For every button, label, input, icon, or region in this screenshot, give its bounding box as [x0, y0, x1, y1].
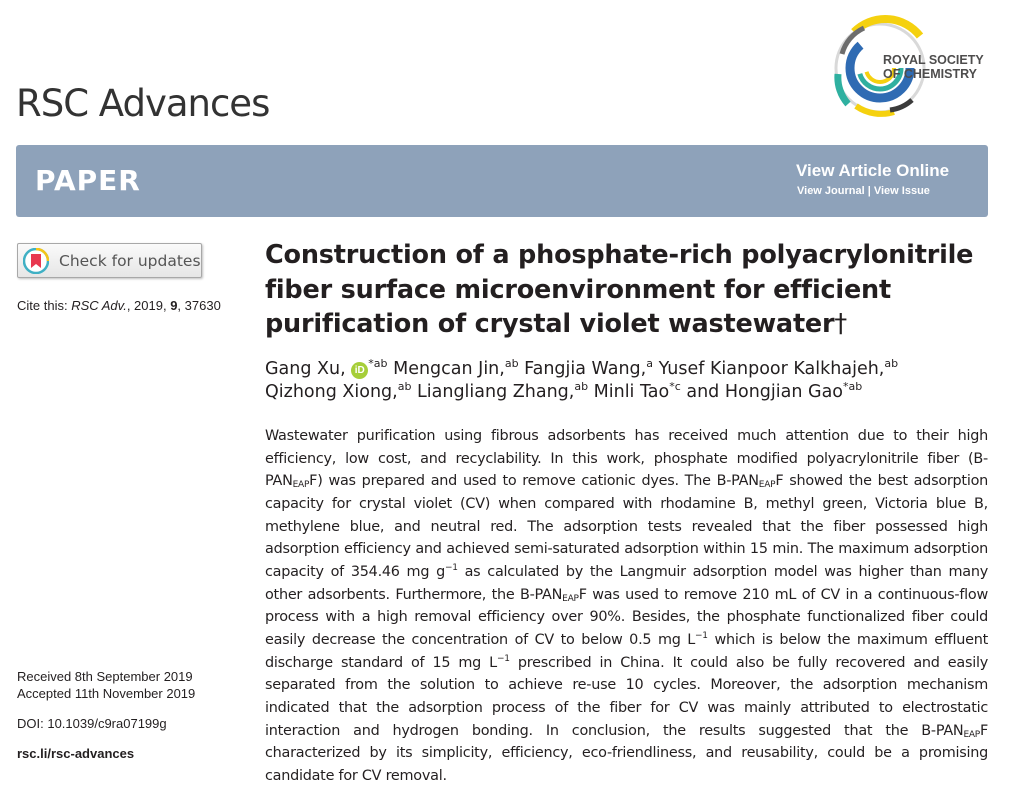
author-affiliation: *c [669, 380, 681, 393]
author-name: Minli Tao [593, 382, 670, 402]
abstract [265, 425, 988, 788]
article-title [265, 238, 1000, 342]
received-date: Received 8th September 2019 [17, 669, 193, 684]
abstract-text: characterized by its simplicity, efficiency, eco-friendliness, and reusability, could be a promising candidate for CV removal. [265, 745, 988, 784]
view-article-online-link[interactable]: View Article Online [796, 161, 950, 180]
author-affiliation: ab [574, 380, 589, 393]
article-title-text: Construction of a phosphate-rich polyacrylonitrile fiber surface microenvironment for efficient purification of crystal violet wastewater [265, 240, 974, 339]
exponent: −1 [496, 653, 510, 664]
abstract-text: ) was prepared and used to remove cationic dyes. The [317, 473, 717, 490]
citation-journal: RSC Adv. [71, 298, 127, 313]
abstract-text: which is below the maximum effluent discharge standard of 15 mg L [265, 631, 988, 671]
author-affiliation: ab [504, 357, 519, 370]
view-links [797, 185, 930, 197]
exponent: −1 [444, 562, 458, 573]
author-affiliation: ab [884, 357, 899, 370]
view-journal-link[interactable]: View Journal [797, 185, 865, 197]
logo-wordmark [883, 53, 984, 81]
fiber-name: $B-PAN_{EAP}F$ [921, 722, 988, 740]
abstract-text: prescribed in China. It could also be fully recovered and easily separated from the solution to achieve re-use 10 cycles. Moreover, the adsorption mechanism indicated that the adsorption process of the fiber for CV was mainly attributed to electrostatic interaction and hydrogen bonding. In conclusion, the results suggested that the [265, 654, 988, 739]
citation-volume: 9 [170, 298, 178, 313]
author-name: Mengcan Jin, [393, 359, 505, 379]
view-issue-link[interactable]: View Issue [873, 185, 930, 197]
abstract-text: as calculated by the Langmuir adsorption model was higher than many other adsorbents. Furthermore, the [265, 563, 989, 603]
citation-year: , 2019, [126, 298, 171, 313]
abstract-text: Wastewater purification using fibrous adsorbents has received much attention due to their high efficiency, low cost, and recyclability. In this work, phosphate modified polyacrylonitrile fiber ( [265, 428, 988, 467]
author-name: Gang Xu, [265, 359, 346, 379]
bookmark-badge-icon [23, 248, 49, 274]
fiber-name: $B-PAN_{EAP}F$ [716, 473, 784, 491]
title-footnote-mark[interactable]: † [834, 309, 847, 339]
doi[interactable]: DOI: 10.1039/c9ra07199g [17, 716, 167, 731]
author-affiliation: *ab [843, 380, 863, 393]
author-name: Yusef Kianpoor Kalkhajeh, [658, 359, 885, 379]
check-for-updates-label: Check for updates [59, 251, 201, 270]
accepted-date: Accepted 11th November 2019 [17, 686, 196, 701]
exponent: −1 [695, 630, 708, 641]
rsc-logo[interactable] [834, 14, 994, 122]
fiber-name: $B-PAN_{EAP}F$ [519, 586, 587, 604]
author-name: and Hongjian Gao [686, 382, 844, 402]
author-name: Fangjia Wang, [524, 359, 647, 379]
check-for-updates-button[interactable] [17, 243, 202, 278]
author-list [265, 358, 1000, 404]
fiber-name: $B-PAN_{EAP}F$ [265, 450, 988, 491]
article-type-label: PAPER [35, 164, 141, 197]
abstract-text: was used to remove 210 mL of CV in a continuous-flow process with a high removal efficiency over 90%. Besides, the phosphate functionalized fiber could easily decrease the concentration of CV to below 0.5 mg L [265, 586, 989, 648]
journal-url-link[interactable]: rsc.li/rsc-advances [17, 746, 135, 761]
logo-line-2: OF CHEMISTRY [883, 67, 977, 81]
citation [17, 298, 221, 313]
logo-line-1: ROYAL SOCIETY [883, 53, 984, 67]
article-banner [16, 145, 988, 217]
link-separator: | [864, 185, 874, 197]
author-affiliation: a [646, 357, 653, 370]
author-affiliation: *ab [368, 357, 388, 370]
author-affiliation: ab [397, 380, 412, 393]
orcid-icon[interactable]: iD [351, 362, 368, 379]
journal-title: RSC Advances [16, 82, 270, 125]
citation-prefix: Cite this: [17, 298, 72, 313]
author-name: Qizhong Xiong, [265, 382, 398, 402]
citation-pages: , 37630 [177, 298, 221, 313]
author-name: Liangliang Zhang, [417, 382, 575, 402]
abstract-text: showed the best adsorption capacity for crystal violet (CV) when compared with rhodamine B, methyl green, Victoria blue B, methylene blue, and neutral red. The adsorption tests revealed that the fiber possessed high adsorption efficiency and achieved semi-saturated adsorption within 15 min. The maximum adsorption capacity of 354.46 mg g [265, 473, 988, 580]
